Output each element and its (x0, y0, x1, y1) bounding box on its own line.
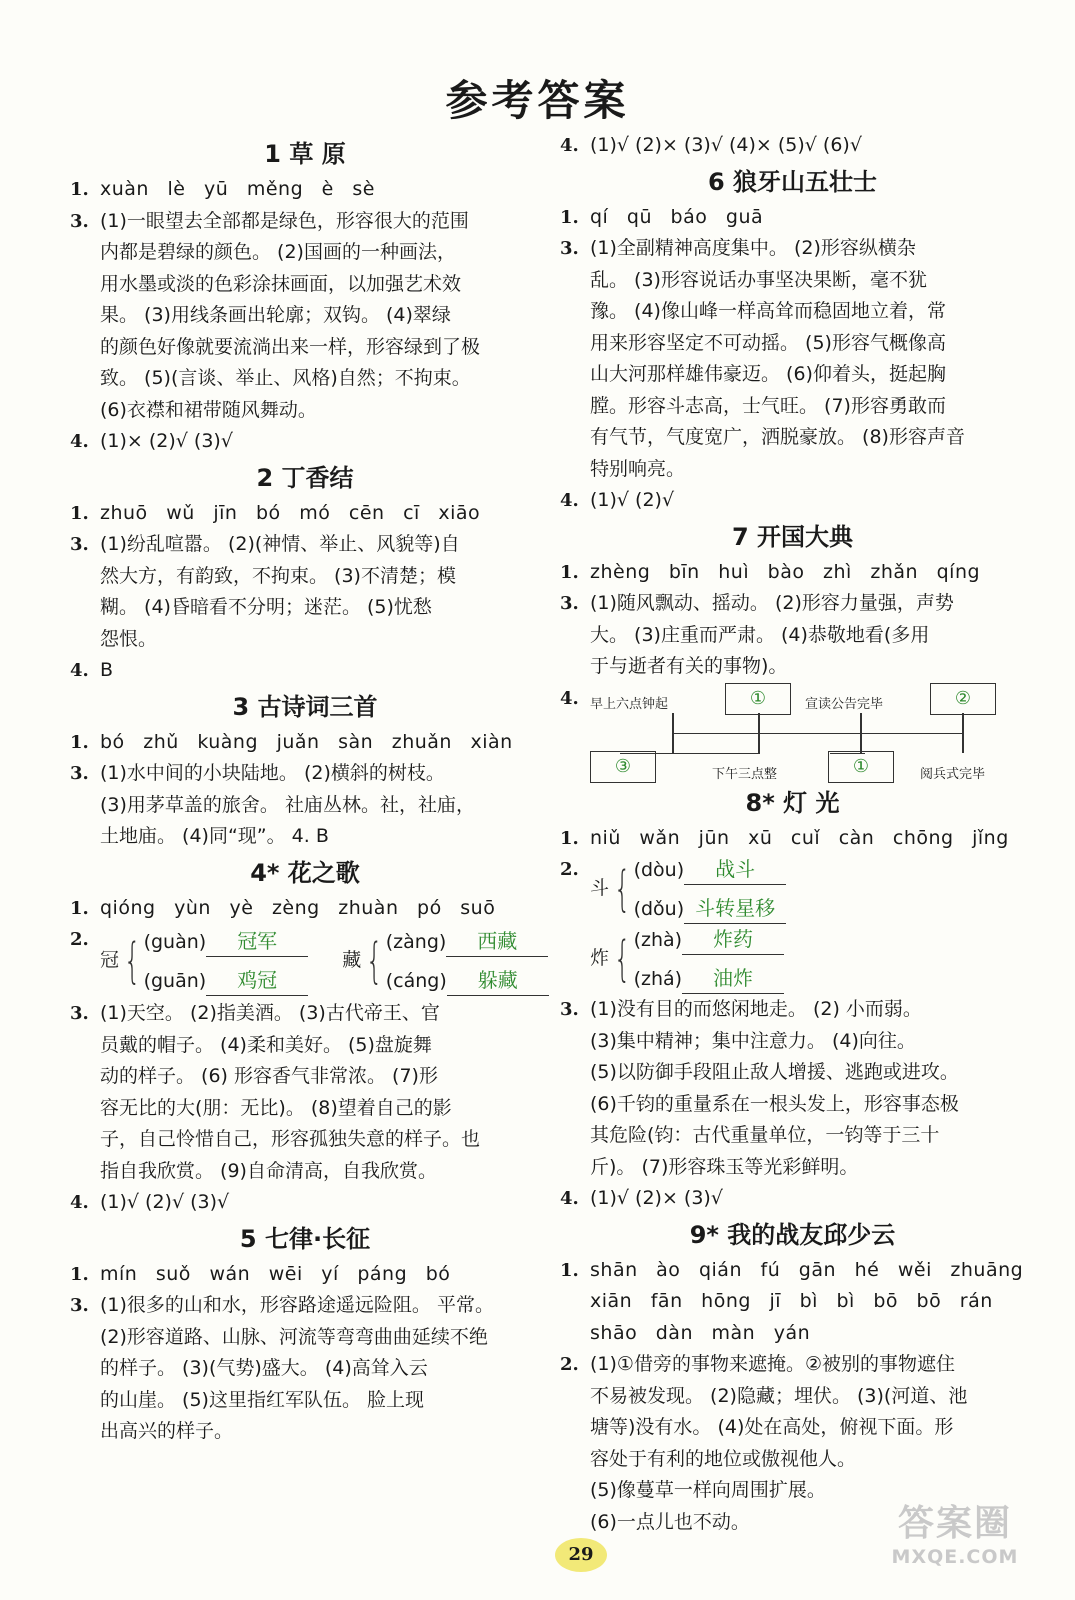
question (560, 994, 1025, 1183)
answer-line: (1)很多的山和水，形容路途遥远险阻。 平常。 (100, 1294, 494, 1316)
answer-line: 不易被发现。 (2)隐藏；埋伏。 (3)(河道、池 (590, 1384, 968, 1407)
question (560, 823, 1025, 855)
answer-line: 斤)。 (7)形容珠玉等光彩鲜明。 (590, 1155, 859, 1178)
answer-line: 用水墨或淡的色彩涂抹画面，以加强艺术效 (100, 272, 462, 295)
question (560, 1255, 1025, 1350)
section-title: 6 狼牙山五壮士 (707, 167, 878, 196)
timeline-label: 宣读公告完毕 (805, 696, 884, 712)
answer-line: (1)一眼望去全部都是绿色，形容很大的范围 (100, 209, 469, 232)
pinyin-answer: mín suǒ wán wēi yí páng bó (100, 1262, 451, 1285)
question-number: 1. (70, 179, 89, 200)
timeline-tick (962, 713, 964, 753)
answer-line: 塘等)没有水。 (4)处在高处，俯视下面。形 (590, 1416, 954, 1438)
pinyin-answer: qí qū báo guā (590, 205, 764, 228)
section-title: 7 开国大典 (731, 522, 854, 551)
question-number: 1. (70, 897, 89, 919)
pinyin-answer: bó zhǔ kuàng juǎn sàn zhuǎn xiàn (100, 730, 513, 753)
polyphone-char: 斗 (590, 877, 610, 900)
timeline-box: ② (930, 683, 996, 715)
answer-line: 的颜色好像就要流淌出来一样，形容绿到了极 (100, 335, 481, 358)
answer-line: (6)一点儿也不动。 (590, 1510, 750, 1533)
pinyin-answer: qióng yùn yè zèng zhuàn pó suō (100, 896, 496, 919)
question-number: 4. (560, 687, 579, 709)
section-title: 4* 花之歌 (250, 858, 360, 887)
answer-text: (1)√ (2)√ (590, 489, 675, 511)
question-number: 4. (560, 135, 579, 156)
answer-line: (1)随风飘动、摇动。 (2)形容力量强，声势 (590, 592, 954, 614)
section-title: 2 丁香结 (256, 463, 354, 492)
question (70, 498, 540, 530)
question-number: 1. (70, 1263, 89, 1285)
question-number: 2. (560, 859, 579, 880)
question (70, 426, 540, 458)
question (70, 727, 540, 759)
page-number: 29 (555, 1538, 607, 1572)
question-number: 4. (560, 1188, 579, 1209)
polyphone-group (100, 926, 308, 996)
answer-line: 糊。 (4)昏暗看不分明；迷茫。 (5)忧愁 (100, 596, 432, 618)
question-number: 3. (560, 999, 579, 1020)
answer-line: 山大河那样雄伟豪迈。 (6)仰着头，挺起胸 (590, 363, 946, 385)
answer-line: 大。 (3)庄重而严肃。 (4)恭敬地看(多用 (590, 623, 930, 646)
question-number: 4. (560, 490, 579, 511)
answer-line: 的样子。 (3)(气势)盛大。 (4)高耸入云 (100, 1357, 428, 1379)
question (70, 1187, 540, 1219)
section-title: 1 草 原 (264, 140, 346, 168)
answer-text: (1)× (2)√ (3)√ (100, 430, 233, 452)
answer-text: (1)√ (2)× (3)√ (4)× (5)√ (6)√ (590, 134, 862, 156)
section-title: 5 七律·长征 (239, 1224, 371, 1253)
watermark-text: 答案圈 (897, 1503, 1012, 1544)
pinyin: (dòu) (633, 859, 685, 881)
answer-line: 致。 (5)(言谈、举止、风格)自然；不拘束。 (100, 367, 471, 389)
answer-line: 的山崖。 (5)这里指红军队伍。 脸上现 (100, 1388, 424, 1411)
answer-line: (1)天空。 (2)指美酒。 (3)古代帝王、官 (100, 1002, 440, 1024)
question (560, 557, 1025, 589)
question-number: 3. (560, 593, 579, 614)
filled-answer: 西藏 (446, 926, 548, 957)
answer-line: 指自我欣赏。 (9)自命清高，自我欣赏。 (100, 1159, 437, 1182)
brace-icon: { (613, 861, 631, 917)
answer-line: 用来形容坚定不可动摇。 (5)形容气概像高 (590, 331, 946, 354)
question-number: 4. (70, 431, 89, 452)
pinyin: (cáng) (385, 970, 447, 992)
filled-answer: 油炸 (682, 963, 784, 994)
section-title: 9* 我的战友邱少云 (689, 1220, 896, 1249)
pinyin: (zhá) (633, 968, 683, 990)
timeline-tick (758, 713, 760, 753)
question-number: 1. (560, 1259, 579, 1281)
timeline-box: ① (828, 751, 894, 783)
answer-line: 果。 (3)用线条画出轮廓；双钩。 (4)翠绿 (100, 304, 451, 326)
answer-text: (1)√ (2)× (3)√ (590, 1187, 723, 1209)
question-number: 1. (560, 561, 579, 583)
answer-line: 于与逝者有关的事物)。 (590, 655, 788, 677)
answer-line: 容无比的大(朋：无比)。 (8)望着自己的影 (100, 1096, 452, 1119)
answer-line: 内都是碧绿的颜色。 (2)国画的一种画法， (100, 241, 456, 263)
pinyin-line: xiān fān hōng jī bì bì bō bō rán (590, 1290, 993, 1312)
question-number: 1. (70, 502, 89, 524)
polyphone-char: 冠 (100, 949, 120, 972)
question-number: 4. (70, 1192, 89, 1213)
question (560, 683, 1025, 783)
answer-line: (6)千钧的重量系在一根头发上，形容事态极 (590, 1092, 959, 1115)
left-column (70, 134, 540, 1448)
pinyin-answer: xuàn lè yū měng è sè (100, 178, 376, 200)
answer-line: 特别响亮。 (590, 457, 686, 480)
answer-line: (1)没有目的而悠闲地走。 (2) 小而弱。 (590, 998, 922, 1020)
answer-line: 然大方，有韵致，不拘束。 (3)不清楚；模 (100, 564, 456, 587)
right-column (560, 130, 1025, 1538)
timeline-label: 下午三点整 (712, 766, 778, 782)
answer-line: 出高兴的样子。 (100, 1420, 234, 1442)
question (70, 1290, 540, 1448)
question (70, 206, 540, 427)
pinyin: (zàng) (385, 931, 447, 953)
watermark-url: MXQE.COM (891, 1546, 1019, 1568)
brace-icon: { (613, 931, 631, 987)
polyphone-group (342, 926, 549, 996)
filled-answer: 斗转星移 (684, 893, 786, 924)
question (560, 588, 1025, 683)
answer-line: (1)①借旁的事物来遮掩。②被别的事物遮住 (590, 1353, 955, 1375)
brace-icon: { (366, 933, 383, 989)
answer-line: (1)水中间的小块陆地。 (2)横斜的树枝。 (100, 762, 445, 784)
filled-answer: 躲藏 (447, 965, 549, 996)
answer-line: 员戴的帽子。 (4)柔和美好。 (5)盘旋舞 (100, 1033, 432, 1056)
question-number: 4. (70, 660, 89, 681)
question-number: 3. (70, 534, 89, 555)
timeline-label: 早上六点钟起 (590, 696, 669, 712)
timeline-label: 阅兵式完毕 (920, 766, 986, 782)
brace-icon: { (123, 933, 141, 989)
answer-line: (6)衣襟和裙带随风舞动。 (100, 398, 317, 421)
question-number: 3. (70, 1003, 89, 1024)
timeline-diagram (590, 683, 1025, 783)
timeline-axis (672, 733, 962, 735)
pinyin-answer: zhèng bīn huì bào zhì zhǎn qíng (590, 560, 981, 583)
answer-line: 有气节，气度宽广，洒脱豪放。 (8)形容声音 (590, 426, 965, 448)
question (560, 1183, 1025, 1215)
answer-text: B (100, 659, 114, 681)
question-number: 3. (560, 238, 579, 259)
answer-line: 其危险(钧：古代重量单位，一钧等于三十 (590, 1124, 940, 1146)
polyphone-group (590, 854, 1025, 924)
filled-answer: 冠军 (206, 926, 308, 957)
answer-text: (1)√ (2)√ (3)√ (100, 1191, 230, 1213)
pinyin-answer: zhuō wǔ jīn bó mó cēn cī xiāo (100, 501, 481, 524)
answer-line: (3)集中精神；集中注意力。 (4)向往。 (590, 1029, 916, 1052)
question (560, 485, 1025, 517)
question (560, 202, 1025, 234)
answer-line: 土地庙。 (4)同“现”。 4. B (100, 825, 329, 847)
question-number: 2. (70, 929, 89, 950)
timeline-box: ③ (590, 751, 656, 783)
question (70, 998, 540, 1187)
pinyin: (guàn) (143, 931, 207, 953)
answer-line: (2)形容道路、山脉、河流等弯弯曲曲延续不绝 (100, 1325, 488, 1348)
question (70, 174, 540, 206)
timeline-tick (672, 713, 674, 753)
pinyin: (guān) (143, 970, 207, 992)
question (70, 924, 540, 998)
question-number: 3. (70, 210, 89, 232)
question-number: 3. (70, 1295, 89, 1316)
answer-line: 怨恨。 (100, 627, 158, 650)
answer-line: 膛。形容斗志高，士气旺。 (7)形容勇敢而 (590, 394, 946, 417)
answer-line: (1)全副精神高度集中。 (2)形容纵横杂 (590, 237, 916, 259)
question-number: 1. (560, 827, 579, 849)
answer-line: (5)像蔓草一样向周围扩展。 (590, 1479, 826, 1501)
answer-line: 豫。 (4)像山峰一样高耸而稳固地立着，常 (590, 300, 946, 322)
pinyin: (zhà) (633, 929, 683, 951)
timeline-box: ① (725, 683, 791, 715)
question-number: 2. (560, 1354, 579, 1375)
polyphone-group (590, 924, 1025, 994)
filled-answer: 炸药 (682, 924, 784, 955)
answer-line: (3)用茅草盖的旅舍。 社庙丛林。社，社庙， (100, 793, 475, 816)
filled-answer: 鸡冠 (206, 965, 308, 996)
filled-answer: 战斗 (684, 854, 786, 885)
question-number: 1. (560, 206, 579, 228)
timeline-tick (860, 713, 862, 753)
pinyin: (dǒu) (633, 898, 685, 920)
question-number: 1. (70, 731, 89, 753)
question (70, 758, 540, 853)
pinyin-line: shāo dàn màn yán (590, 1321, 811, 1344)
pinyin-answer: niǔ wǎn jūn xū cuǐ càn chōng jǐng (590, 826, 1009, 849)
question (70, 1259, 540, 1291)
section-title: 8* 灯 光 (745, 788, 840, 817)
section-title: 3 古诗词三首 (232, 692, 378, 721)
question (70, 655, 540, 687)
answer-line: (1)纷乱喧嚣。 (2)(神情、举止、风貌等)自 (100, 533, 460, 555)
watermark-logo (880, 1495, 1030, 1575)
answer-line: 容处于有利的地位或傲视他人。 (590, 1447, 857, 1470)
polyphone-char: 炸 (590, 947, 610, 970)
question (70, 893, 540, 925)
polyphone-char: 藏 (342, 949, 362, 972)
answer-line: 动的样子。 (6) 形容香气非常浓。 (7)形 (100, 1065, 438, 1087)
answer-line: 乱。 (3)形容说话办事坚决果断，毫不犹 (590, 268, 927, 291)
question (560, 233, 1025, 485)
answer-line: 子，自己怜惜自己，形容孤独失意的样子。也 (100, 1128, 481, 1150)
question (70, 529, 540, 655)
answer-line: (5)以防御手段阻止敌人增援、逃跑或进攻。 (590, 1061, 959, 1083)
page-title: 参考答案 (445, 76, 630, 125)
question (560, 130, 1025, 162)
question-number: 3. (70, 763, 89, 784)
question (560, 854, 1025, 994)
pinyin-line: shān ào qián fú gān hé wěi zhuāng (590, 1258, 1024, 1281)
